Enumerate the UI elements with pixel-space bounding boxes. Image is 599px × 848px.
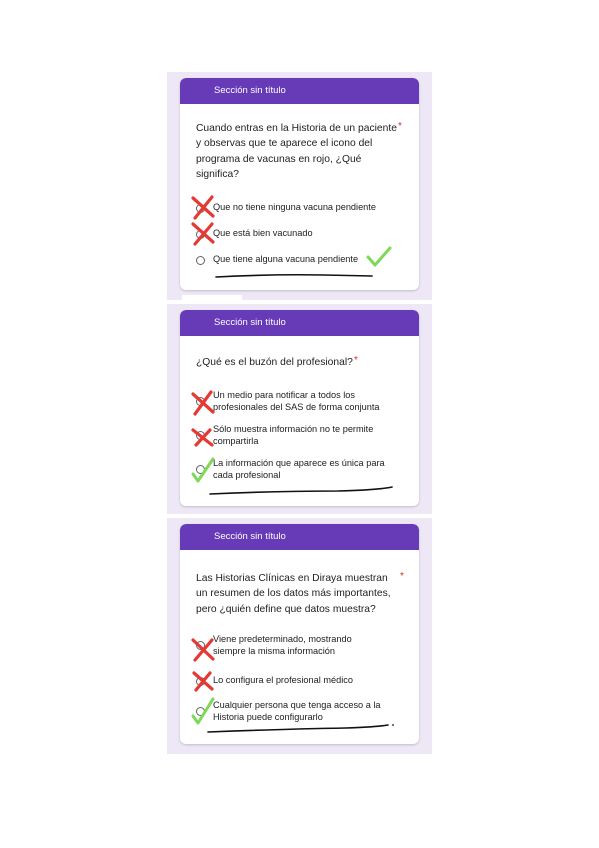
option-3[interactable] [196, 458, 406, 484]
radio-button[interactable] [196, 431, 205, 440]
option-2[interactable] [196, 424, 406, 450]
option-label: Que no tiene ninguna vacuna pendiente [213, 202, 376, 213]
question-line: un resumen de los datos más importantes, [196, 588, 391, 600]
question-line: programa de vacunas en rojo, ¿Qué [196, 153, 362, 165]
radio-button[interactable] [196, 204, 205, 213]
question-text [196, 571, 391, 617]
radio-button[interactable] [196, 230, 205, 239]
option-label: La información que aparece es única para cada profesional [213, 458, 385, 480]
radio-button[interactable] [196, 641, 205, 650]
screenshot-2 [167, 304, 432, 514]
option-label: Un medio para notificar a todos los profesionales del SAS de forma conjunta [213, 390, 380, 412]
radio-button[interactable] [196, 465, 205, 474]
question-line: ¿Qué es el buzón del profesional? [196, 357, 353, 368]
question-card-3 [180, 524, 419, 744]
section-header: Sección sin título [180, 310, 419, 336]
radio-button[interactable] [196, 677, 205, 686]
underline-stroke [214, 272, 374, 280]
option-2[interactable] [196, 226, 406, 242]
question-text [196, 355, 353, 370]
option-label: Que está bien vacunado [213, 228, 313, 239]
option-1[interactable] [196, 634, 406, 660]
option-1[interactable] [196, 390, 406, 416]
section-header: Sección sin título [180, 524, 419, 550]
option-1[interactable] [196, 200, 406, 216]
required-asterisk: * [400, 571, 404, 582]
section-header: Sección sin título [180, 78, 419, 104]
question-line: Cuando entras en la Historia de un paciente [196, 123, 397, 134]
screenshot-1 [167, 72, 432, 300]
option-label: Sólo muestra información no te permite compartirla [213, 424, 374, 446]
required-asterisk: * [354, 355, 358, 366]
required-asterisk: * [398, 121, 402, 132]
radio-button[interactable] [196, 256, 205, 265]
question-card-1 [180, 78, 419, 290]
question-line: y observas que te aparece el icono del [196, 138, 373, 150]
question-text [196, 121, 397, 183]
option-2[interactable] [196, 673, 406, 689]
radio-button[interactable] [196, 707, 205, 716]
option-label: Cualquier persona que tenga acceso a la Historia puede configurarlo [213, 700, 381, 722]
option-label: Lo configura el profesional médico [213, 675, 353, 686]
question-line: Las Historias Clínicas en Diraya muestran [196, 573, 388, 584]
option-label: Viene predeterminado, mostrando siempre la misma información [213, 634, 352, 656]
radio-button[interactable] [196, 397, 205, 406]
question-line: significa? [196, 169, 239, 181]
option-3[interactable] [196, 700, 406, 726]
screenshot-3 [167, 518, 432, 754]
underline-stroke [208, 486, 394, 496]
option-label: Que tiene alguna vacuna pendiente [213, 254, 359, 265]
option-3[interactable] [196, 252, 406, 268]
divider [182, 295, 242, 300]
question-line: pero ¿quién define que datos muestra? [196, 603, 376, 615]
question-card-2 [180, 310, 419, 506]
